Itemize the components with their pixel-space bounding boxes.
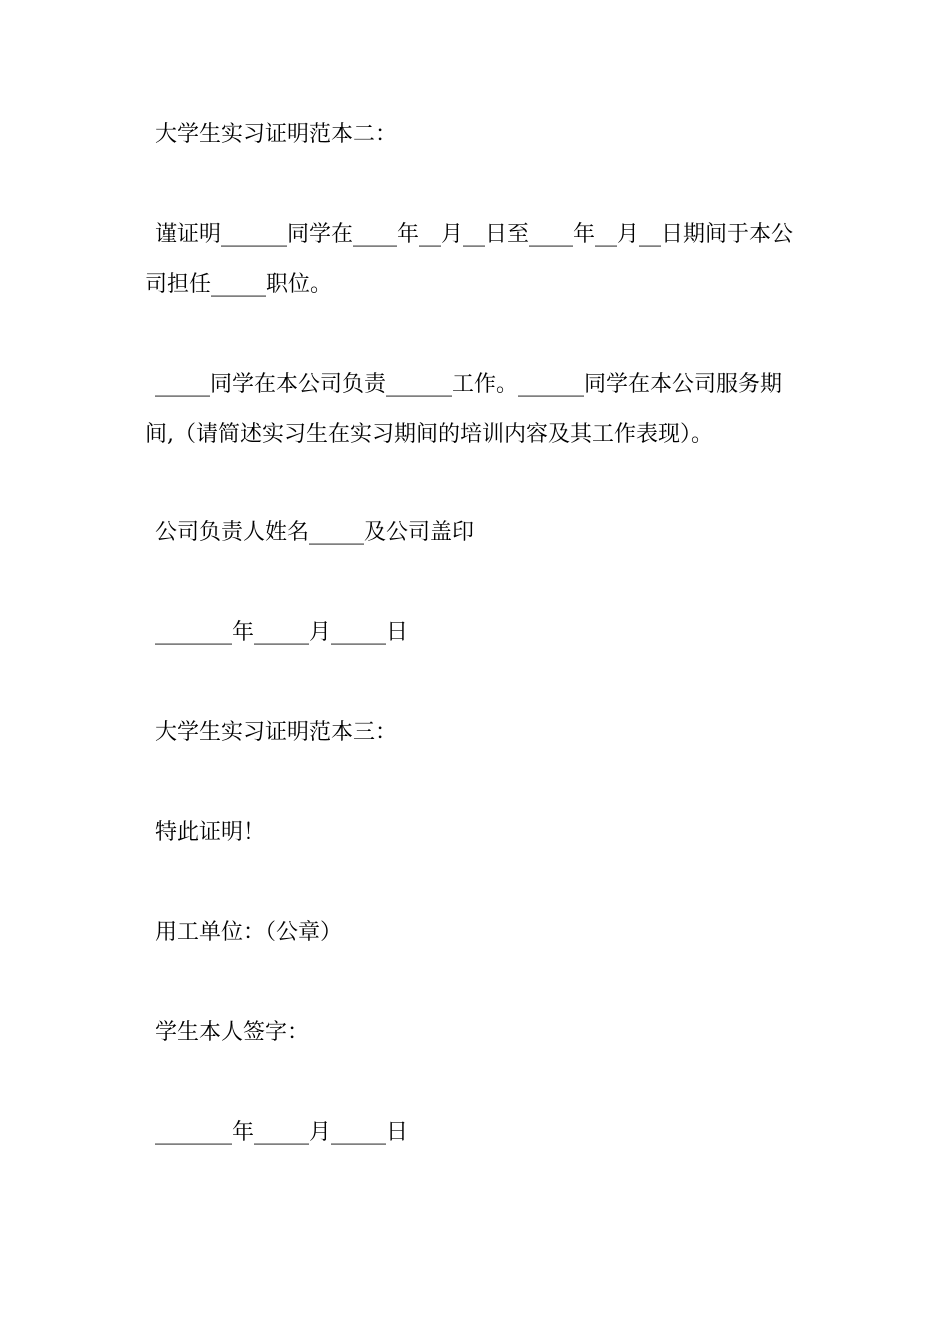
duty-paragraph-line-1: _____同学在本公司负责______工作。______同学在本公司服务期 xyxy=(155,372,783,397)
heading-template-three: 大学生实习证明范本三： xyxy=(155,720,398,745)
certify-paragraph-line-2: 司担任_____职位。 xyxy=(145,272,333,297)
date-line-first: _______年_____月_____日 xyxy=(155,620,409,645)
date-line-second: _______年_____月_____日 xyxy=(155,1120,409,1145)
hereby-certify-text: 特此证明！ xyxy=(155,820,266,845)
employer-seal-line: 用工单位：（公章） xyxy=(155,920,343,945)
heading-template-two: 大学生实习证明范本二： xyxy=(155,122,398,147)
student-signature-line: 学生本人签字： xyxy=(155,1020,310,1045)
company-signature-line: 公司负责人姓名_____及公司盖印 xyxy=(155,520,475,545)
duty-paragraph-line-2: 间,（请简述实习生在实习期间的培训内容及其工作表现）。 xyxy=(145,422,713,447)
certify-paragraph-line-1: 谨证明______同学在____年__月__日至____年__月__日期间于本公 xyxy=(155,222,794,247)
